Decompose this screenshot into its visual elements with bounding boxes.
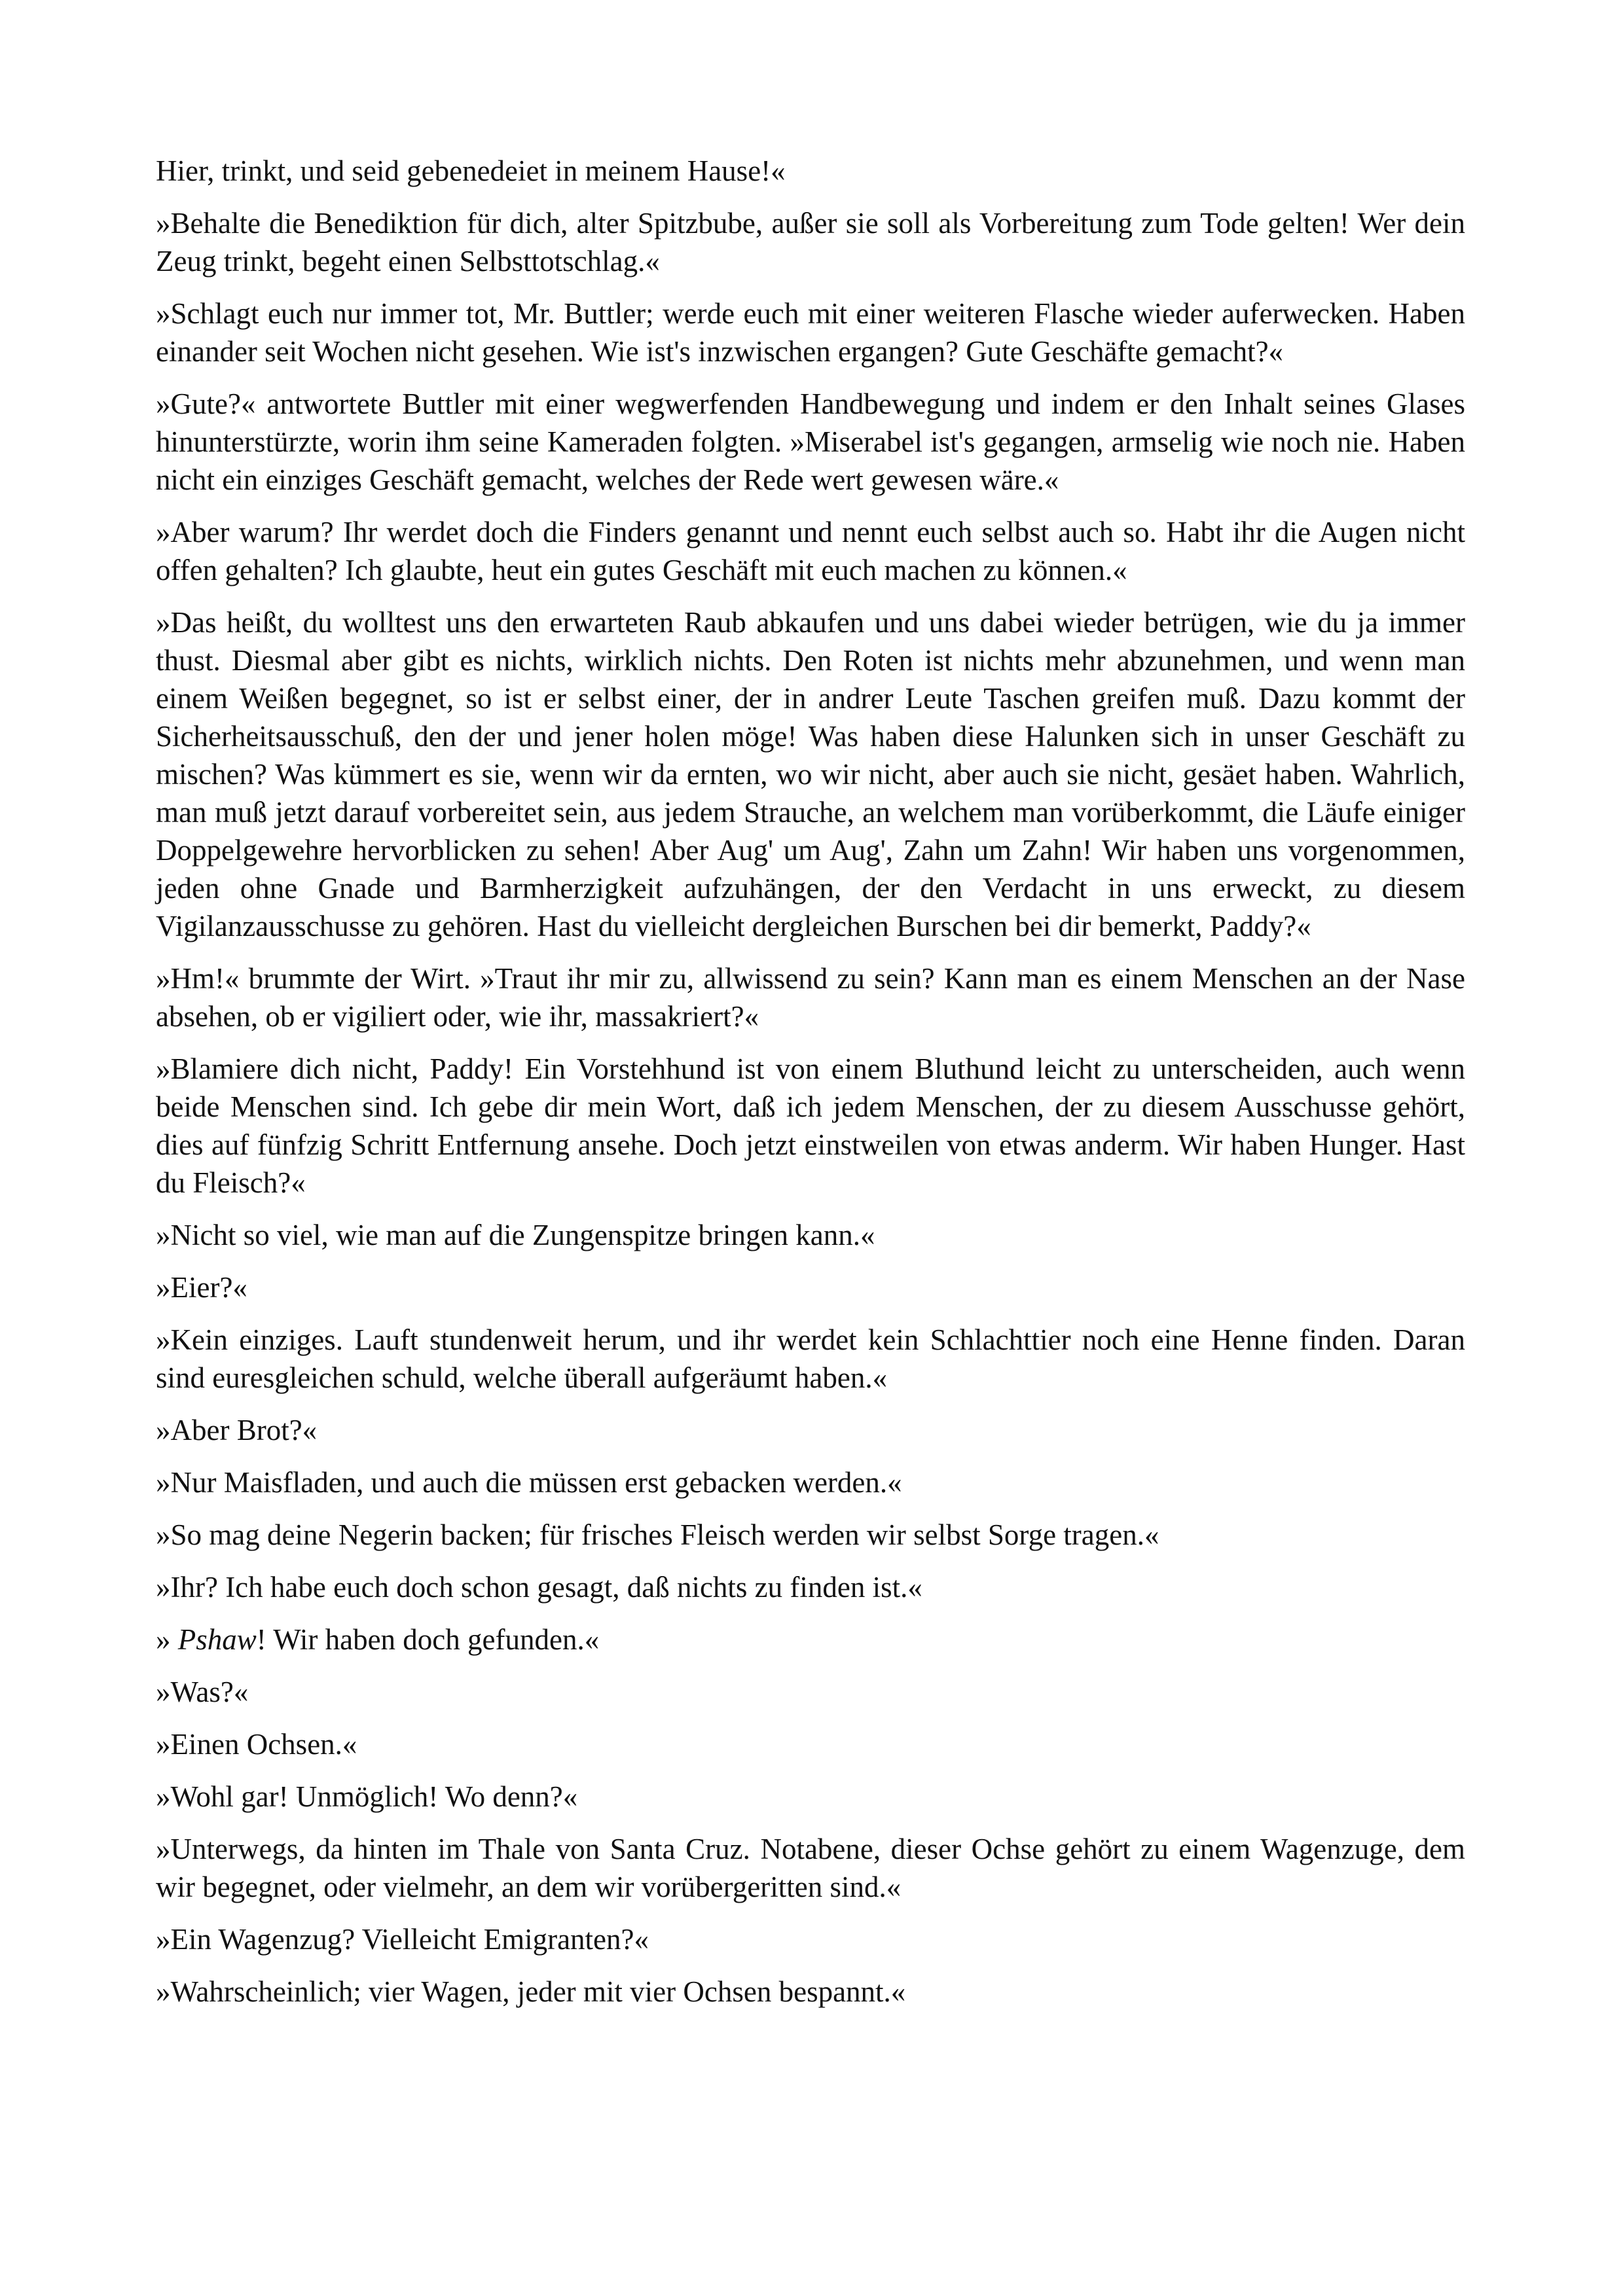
paragraph-10: »Eier?« <box>156 1271 247 1304</box>
paragraph-9: »Nicht so viel, wie man auf die Zungenspitze bringen kann.« <box>156 1219 875 1251</box>
paragraph-17: »Was?« <box>156 1676 249 1708</box>
paragraph-6: »Das heißt, du wolltest uns den erwarteten Raub abkaufen und uns dabei wieder betrügen, wie du ja immer thust. Diesmal aber gibt es nichts, wirklich nichts. Den Roten ist nichts mehr abzunehmen, und wenn man einem Weißen begegnet, so ist er selbst einer, der in andrer Leute Taschen greifen muß. Dazu kommt der Sicherheitsausschuß, den der und jener holen möge! Was haben diese Halunken sich in unser Geschäft zu mischen? Was kümmert es sie, wenn wir da ernten, wo wir nicht, aber auch sie nicht, gesäet haben. Wahrlich, man muß jetzt darauf vorbereitet sein, aus jedem Strauche, an welchem man vorüberkommt, die Läufe einiger Doppelgewehre hervorblicken zu sehen! Aber Aug' um Aug', Zahn um Zahn! Wir haben uns vorgenommen, jeden ohne Gnade und Barmherzigkeit aufzuhängen, der den Verdacht in uns erweckt, zu diesem Vigilanzausschusse zu gehören. Hast du vielleicht dergleichen Burschen bei dir bemerkt, Paddy?« <box>156 606 1465 942</box>
paragraph-18: »Einen Ochsen.« <box>156 1728 357 1761</box>
document-page <box>156 152 1465 2025</box>
paragraph-12: »Aber Brot?« <box>156 1414 318 1446</box>
paragraph-11: »Kein einziges. Lauft stundenweit herum, und ihr werdet kein Schlachttier noch eine Henne finden. Daran sind euresgleichen schuld, welche überall aufgeräumt haben.« <box>156 1323 1465 1394</box>
paragraph-19: »Wohl gar! Unmöglich! Wo denn?« <box>156 1780 578 1813</box>
paragraph-7: »Hm!« brummte der Wirt. »Traut ihr mir zu, allwissend zu sein? Kann man es einem Menschen an der Nase absehen, ob er vigiliert oder, wie ihr, massakriert?« <box>156 962 1465 1033</box>
paragraph-2: »Behalte die Benediktion für dich, alter Spitzbube, außer sie soll als Vorbereitung zum Tode gelten! Wer dein Zeug trinkt, begeht einen Selbsttotschlag.« <box>156 207 1465 278</box>
paragraph-21: »Ein Wagenzug? Vielleicht Emigranten?« <box>156 1923 649 1956</box>
paragraph-22: »Wahrscheinlich; vier Wagen, jeder mit vier Ochsen bespannt.« <box>156 1975 906 2008</box>
pshaw-rest: ! Wir haben doch gefunden.« <box>256 1623 600 1656</box>
paragraph-3: »Schlagt euch nur immer tot, Mr. Buttler; werde euch mit einer weiteren Flasche wieder auferwecken. Haben einander seit Wochen nicht gesehen. Wie ist's inzwischen ergangen? Gute Geschäfte gemacht?« <box>156 297 1465 368</box>
paragraph-4: »Gute?« antwortete Buttler mit einer wegwerfenden Handbewegung und indem er den Inhalt seines Glases hinunterstürzte, worin ihm seine Kameraden folgten. »Miserabel ist's gegangen, armselig wie noch nie. Haben nicht ein einziges Geschäft gemacht, welches der Rede wert gewesen wäre.« <box>156 387 1465 496</box>
paragraph-20: »Unterwegs, da hinten im Thale von Santa Cruz. Notabene, dieser Ochse gehört zu einem Wagenzuge, dem wir begegnet, oder vielmehr, an dem wir vorübergeritten sind.« <box>156 1833 1465 1903</box>
pshaw-open-quote: » <box>156 1623 178 1656</box>
paragraph-13: »Nur Maisfladen, und auch die müssen erst gebacken werden.« <box>156 1466 902 1499</box>
paragraph-1: Hier, trinkt, und seid gebenedeiet in meinem Hause!« <box>156 154 786 187</box>
paragraph-14: »So mag deine Negerin backen; für frisches Fleisch werden wir selbst Sorge tragen.« <box>156 1518 1159 1551</box>
paragraph-pshaw <box>156 1621 1465 1659</box>
paragraph-15: »Ihr? Ich habe euch doch schon gesagt, daß nichts zu finden ist.« <box>156 1571 922 1604</box>
pshaw-italic-word: Pshaw <box>177 1623 257 1656</box>
paragraph-8: »Blamiere dich nicht, Paddy! Ein Vorstehhund ist von einem Bluthund leicht zu unterscheiden, auch wenn beide Menschen sind. Ich gebe dir mein Wort, daß ich jedem Menschen, der zu diesem Ausschusse gehört, dies auf fünfzig Schritt Entfernung ansehe. Doch jetzt einstweilen von etwas anderm. Wir haben Hunger. Hast du Fleisch?« <box>156 1052 1465 1199</box>
paragraph-5: »Aber warum? Ihr werdet doch die Finders genannt und nennt euch selbst auch so. Habt ihr die Augen nicht offen gehalten? Ich glaubte, heut ein gutes Geschäft mit euch machen zu können.« <box>156 516 1465 586</box>
